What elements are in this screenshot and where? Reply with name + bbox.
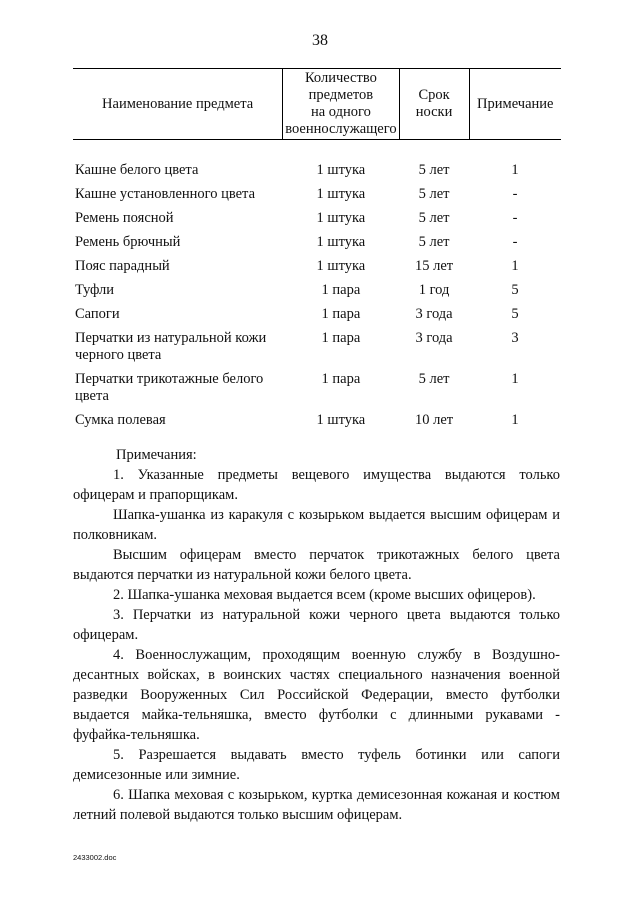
table-row [73,368,561,409]
table-row [73,207,561,231]
item-quantity: 1 пара [321,306,361,322]
item-name: Сапоги [75,306,120,322]
table-row [73,140,561,184]
note-paragraph: 2. Шапка-ушанка меховая выдается всем (кроме высших офицеров). [113,587,536,603]
table-row [73,279,561,303]
item-note: - [512,234,518,250]
item-quantity: 1 штука [316,210,366,226]
item-note: 5 [511,306,519,322]
header-quantity-line: предметов [308,87,374,103]
item-name-line: Перчатки из натуральной кожи [75,330,267,346]
item-note: - [512,186,518,202]
item-note: 1 [511,258,519,274]
table-row [73,303,561,327]
item-name [73,327,283,368]
item-term: 5 лет [418,234,450,250]
note-paragraph: 4. Военнослужащим, проходящим военную службу в Воздушно-десантных войсках, в воинских частях специального назначения военной разведки Вооруженных Сил Российской Федерации, вместо футболки выдается майка-тельняшка, вместо футболки с длинными рукавами - фуфайка-тельняшка. [73,647,560,743]
header-term [399,69,469,140]
item-term: 1 год [418,282,450,298]
item-note: 3 [511,330,519,346]
table-row [73,409,561,433]
header-term-line: Срок [418,87,450,103]
item-term: 5 лет [418,210,450,226]
header-quantity-line: на одного [310,104,371,120]
footer-filename: 2433002.doc [73,853,117,862]
item-name: Ремень поясной [75,210,174,226]
item-name [73,368,283,409]
item-note: 1 [511,371,519,387]
header-term-line: носки [415,104,453,120]
item-name: Ремень брючный [75,234,181,250]
item-note: 1 [511,412,519,428]
item-term: 15 лет [414,258,454,274]
item-name: Кашне белого цвета [75,162,199,178]
item-quantity: 1 штука [316,234,366,250]
item-name-line: Перчатки трикотажные белого [75,371,264,387]
item-term: 3 года [415,306,453,322]
header-quantity-line: Количество [304,70,377,86]
item-name: Сумка полевая [75,412,166,428]
note-paragraph: 5. Разрешается выдавать вместо туфель ботинки или сапоги демисезонные или зимние. [73,747,560,783]
item-term: 3 года [415,330,453,346]
item-quantity: 1 штука [316,412,366,428]
note-paragraph: 3. Перчатки из натуральной кожи черного цвета выдаются только офицерам. [73,607,560,643]
note-paragraph: 1. Указанные предметы вещевого имущества выдаются только офицерам и прапорщикам. [73,467,560,503]
notes-title: Примечания: [116,447,197,463]
item-quantity: 1 штука [316,162,366,178]
table-row [73,183,561,207]
item-term: 5 лет [418,371,450,387]
item-name: Кашне установленного цвета [75,186,256,202]
table-header-row [73,69,561,140]
items-table [73,68,561,433]
table-row [73,255,561,279]
item-quantity: 1 штука [316,186,366,202]
item-name-line: цвета [75,388,109,404]
table-row [73,327,561,368]
header-name: Наименование предмета [73,69,283,140]
table-row [73,231,561,255]
item-term: 5 лет [418,186,450,202]
item-term: 10 лет [414,412,454,428]
item-name: Пояс парадный [75,258,170,274]
item-name: Туфли [75,282,115,298]
item-name-line: черного цвета [75,347,162,363]
page-number: 38 [312,32,328,49]
item-note: 1 [511,162,519,178]
header-quantity [283,69,399,140]
item-note: - [512,210,518,226]
item-quantity: 1 пара [321,330,361,346]
header-quantity-line: военнослужащего [285,121,397,137]
notes-section [73,445,560,825]
item-quantity: 1 штука [316,258,366,274]
header-note: Примечание [469,69,561,140]
note-paragraph: 6. Шапка меховая с козырьком, куртка демисезонная кожаная и костюм летний полевой выдаются только высшим офицерам. [73,787,560,823]
note-paragraph: Высшим офицерам вместо перчаток трикотажных белого цвета выдаются перчатки из натуральной кожи белого цвета. [73,547,560,583]
item-quantity: 1 пара [321,282,361,298]
item-quantity: 1 пара [321,371,361,387]
note-paragraph: Шапка-ушанка из каракуля с козырьком выдается высшим офицерам и полковникам. [73,507,560,543]
item-term: 5 лет [418,162,450,178]
item-note: 5 [511,282,519,298]
